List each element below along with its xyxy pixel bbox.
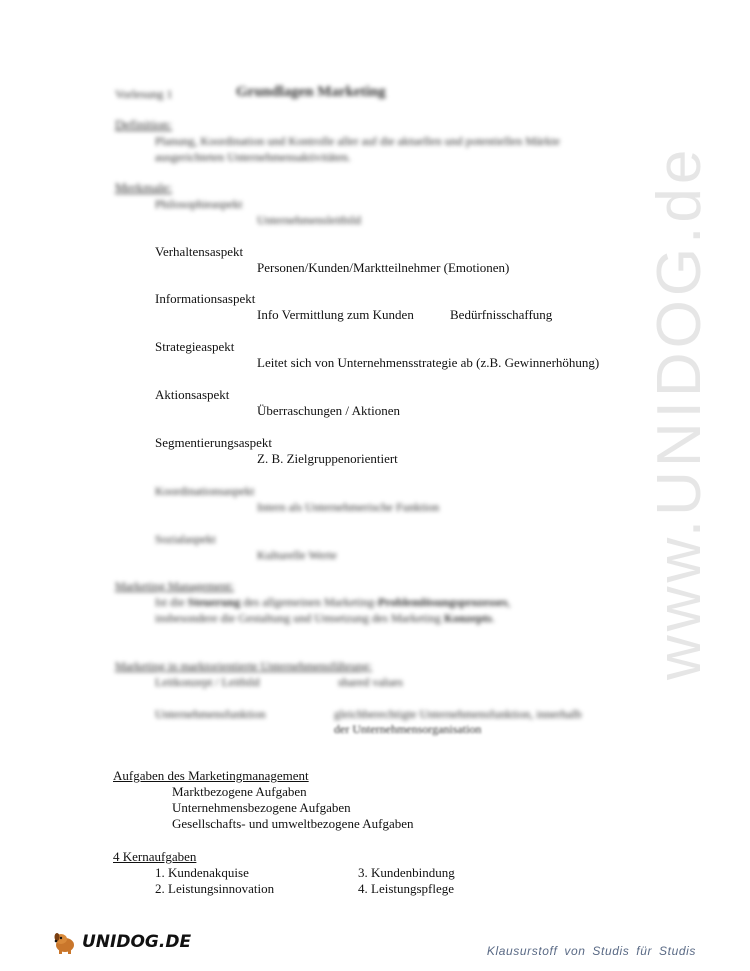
aspect-label: Koordinationsaspekt xyxy=(155,484,255,498)
lecture-label: Vorlesung 1 xyxy=(115,87,173,101)
row-value-continued: der Unternehmensorganisation xyxy=(334,722,482,736)
aspect-label: Segmentierungsaspekt xyxy=(155,435,272,450)
aspect-detail: Z. B. Zielgruppenorientiert xyxy=(257,451,398,466)
row-value: shared values xyxy=(338,675,403,689)
row-label: Leitkonzept / Leitbild xyxy=(155,675,260,689)
aufgaben-item: Gesellschafts- und umweltbezogene Aufgaben xyxy=(172,816,414,831)
aspect-detail: Kulturelle Werte xyxy=(257,548,337,562)
page-title: Grundlagen Marketing xyxy=(236,84,386,100)
kernaufgabe-item: 3. Kundenbindung xyxy=(358,865,455,880)
aspect-detail-secondary: Bedürfnisschaffung xyxy=(450,307,553,322)
aspect-detail: Unternehmensleitbild xyxy=(257,213,361,227)
definition-line-2: ausgerichteten Unternehmensaktivitäten. xyxy=(155,150,351,164)
aspect-detail: Info Vermittlung zum Kunden xyxy=(257,307,414,322)
aspect-label: Verhaltensaspekt xyxy=(155,244,244,259)
management-heading: Marketing Management: xyxy=(115,579,234,593)
aufgaben-heading: Aufgaben des Marketingmanagement xyxy=(113,768,309,783)
unidog-logo[interactable] xyxy=(52,926,191,958)
aspect-label: Philosophieaspekt xyxy=(155,197,243,211)
watermark-text: www.UNIDOG.de xyxy=(645,145,714,680)
aspect-label: Strategieaspekt xyxy=(155,339,235,354)
kernaufgabe-item: 4. Leistungspflege xyxy=(358,881,455,896)
row-value: gleichberechtigte Unternehmensfunktion, innerhalb xyxy=(334,707,582,721)
dog-mascot-icon xyxy=(52,929,78,955)
aufgaben-item: Unternehmensbezogene Aufgaben xyxy=(172,800,351,815)
aspect-detail: Personen/Kunden/Marktteilnehmer (Emotionen) xyxy=(257,260,510,275)
kernaufgabe-item: 1. Kundenakquise xyxy=(155,865,249,880)
aspect-label: Sozialaspekt xyxy=(155,532,216,546)
marktorientiert-heading: Marketing in marktorientierte Unternehmensführung: xyxy=(115,659,372,673)
management-line-1: Ist die Steuerung des allgemeinen Marketing-Problemlösungsprozesses, xyxy=(155,595,511,609)
row-label: Unternehmensfunktion xyxy=(155,707,266,721)
aspect-detail: Leitet sich von Unternehmensstrategie ab (z.B. Gewinnerhöhung) xyxy=(257,355,600,370)
aspect-detail: Intern als Unternehmerische Funktion xyxy=(257,500,440,514)
definition-heading: Definition: xyxy=(115,117,173,132)
logo-text: UNIDOG.DE xyxy=(82,932,192,952)
kernaufgaben-heading: 4 Kernaufgaben xyxy=(113,849,197,864)
aspect-detail: Überraschungen / Aktionen xyxy=(257,403,400,418)
aspect-label: Informationsaspekt xyxy=(155,291,256,306)
merkmale-heading: Merkmale: xyxy=(115,180,173,195)
footer-slogan: Klausurstoff von Studis für Studis xyxy=(486,944,696,958)
aufgaben-item: Marktbezogene Aufgaben xyxy=(172,784,307,799)
aspect-label: Aktionsaspekt xyxy=(155,387,230,402)
definition-line-1: Planung, Koordination und Kontrolle aller auf die aktuellen und potentiellen Märkte xyxy=(155,134,560,148)
kernaufgabe-item: 2. Leistungsinnovation xyxy=(155,881,275,896)
management-line-2: insbesondere die Gestaltung und Umsetzung des Marketing Konzepts. xyxy=(155,611,495,625)
